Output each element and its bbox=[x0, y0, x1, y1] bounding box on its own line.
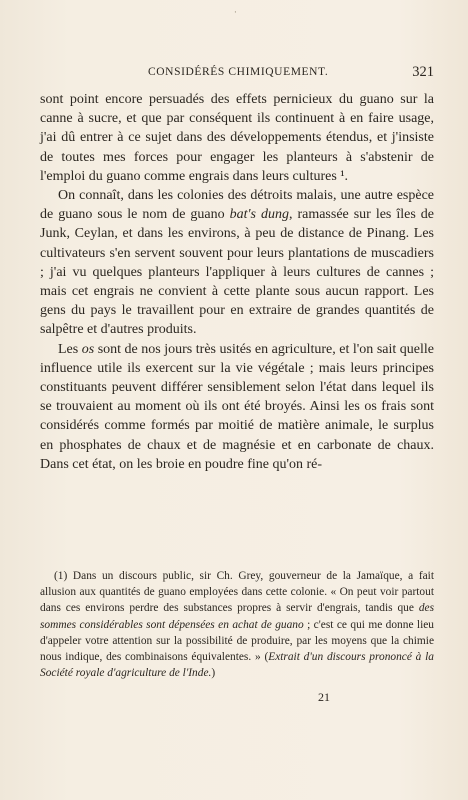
top-mark: · bbox=[234, 8, 237, 18]
paragraph-1-text: sont point encore persuadés des effets pernicieux du guano sur la canne à sucre, et que par conséquent ils continuent à en faire usage, j'ai dû entrer à ce sujet dans des développements étendus, et j'insiste de toutes mes forces pour engager les planteurs à s'abstenir de l'emploi du guano comme engrais dans leurs cultures ¹. bbox=[40, 92, 434, 184]
paragraph-2-text-b: , ramassée sur les îles de Junk, Ceylan, et dans les environs, à peu de distance de Pinang. Les cultivateurs s'en servent souvent pour leurs plantations de muscadiers ; j'ai vu quelques planteurs l'appliquer à leurs cultures de cannes ; mais cet engrais ne convient à cette plante sous aucun rapport. Les gens du pays le travaillent pour en extraire de grandes quantités de salpêtre et d'autres produits. bbox=[40, 207, 435, 338]
footnote-source-italic: Extrait d'un discours prononcé à la Société royale d'agriculture de l'Inde. bbox=[40, 651, 434, 680]
page-number: 321 bbox=[412, 64, 434, 80]
paragraph-3-text-a: Les bbox=[58, 341, 82, 357]
paragraph-3 bbox=[40, 340, 434, 474]
footnote-source-open: ( bbox=[264, 651, 269, 664]
footnote-1-text: (1) Dans un discours public, sir Ch. Grey, gouverneur de la Jamaïque, a fait allusion aux quantités de guano employées dans cette colonie. bbox=[40, 570, 434, 599]
paragraph-3-text-b: sont de nos jours très usités en agriculture, et l'on sait quelle influence utile ils exercent sur la vie végétale ; mais leurs principes constituants peuvent différer sensiblement selon l'état dans lequel ils se trouvaient au moment où ils ont été broyés. Ainsi les os frais sont considérés comme formés par moitié de matière animale, le surplus en phosphates de chaux et de magnésie et en carbonate de chaux. Dans cet état, on les broie en poudre fine qu'on ré- bbox=[40, 341, 434, 472]
footnote-quote-italic: des sommes considérables sont dépensées en achat de guano bbox=[40, 602, 434, 631]
footnote-quote-b: ; c'est ce qui me donne lieu d'appeler votre attention sur la possibilité de produire, par les moyens que la chimie nous indique, des combinaisons équivalentes. » bbox=[40, 618, 434, 664]
paragraph-1 bbox=[40, 90, 434, 186]
running-title: CONSIDÉRÉS CHIMIQUEMENT. bbox=[148, 66, 329, 78]
paragraph-2 bbox=[40, 186, 434, 340]
footnote-1 bbox=[40, 568, 434, 681]
footnote-source-close: ) bbox=[211, 667, 216, 680]
footnote bbox=[40, 568, 434, 681]
signature-mark: 21 bbox=[318, 690, 330, 704]
paragraph-3-italic: os bbox=[81, 341, 95, 357]
paragraph-2-italic: bat's dung bbox=[229, 207, 289, 223]
body-text bbox=[40, 90, 434, 474]
paragraph-2-text-a: On connaît, dans les colonies des détroits malais, une autre espèce de guano sous le nom de guano bbox=[40, 188, 434, 223]
footnote-quote-a: « On peut voir partout dans ces environs perdre des substances propres à servir d'engrais, tandis que bbox=[40, 586, 434, 615]
